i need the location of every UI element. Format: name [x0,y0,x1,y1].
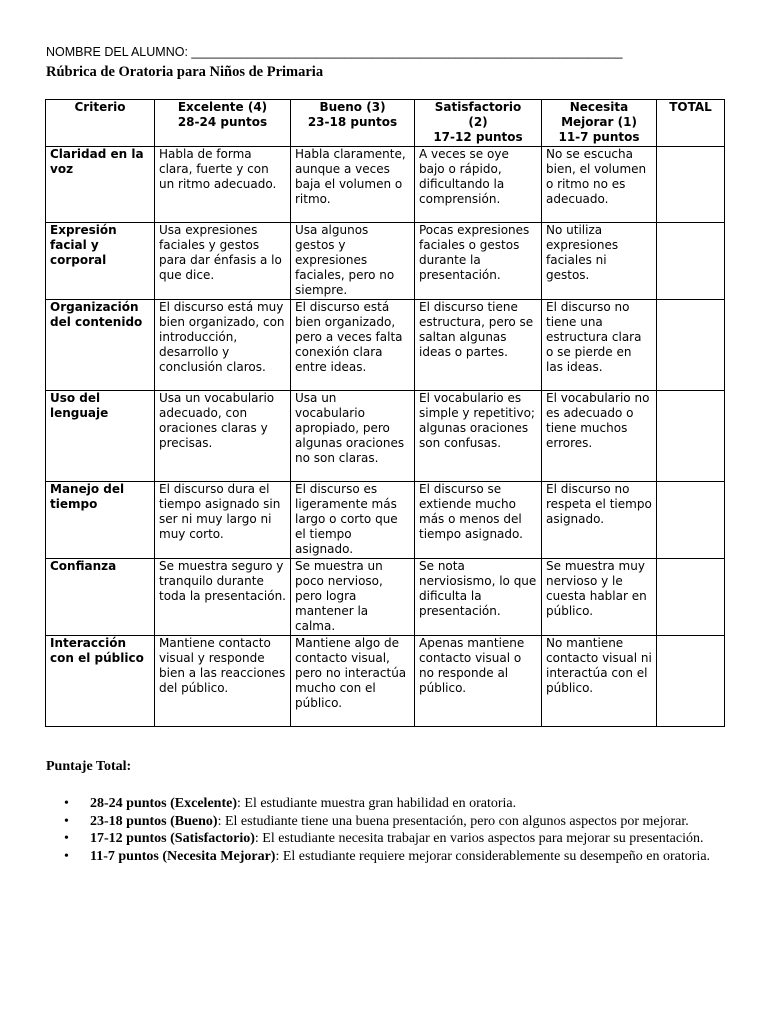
excelente-cell: Usa un vocabulario adecuado, con oraciones claras y precisas. [155,390,291,481]
bueno-cell: Mantiene algo de contacto visual, pero no interactúa mucho con el público. [291,635,415,726]
satisfactorio-cell: Apenas mantiene contacto visual o no responde al público. [415,635,542,726]
bueno-cell: El discurso está bien organizado, pero a veces falta conexión clara entre ideas. [291,299,415,390]
total-cell[interactable] [657,635,725,726]
bullet-icon: • [64,813,69,829]
bullet-icon: • [64,796,69,811]
total-cell[interactable] [657,390,725,481]
criterion-cell: Interacción con el público [46,635,155,726]
table-row [46,390,725,481]
excelente-cell: Usa expresiones faciales y gestos para dar énfasis a lo que dice. [155,222,291,299]
necesita-mejorar-cell: No se escucha bien, el volumen o ritmo no es adecuado. [542,146,657,222]
header-line: 17-12 puntos [433,130,523,145]
necesita-mejorar-cell: Se muestra muy nervioso y le cuesta hablar en público. [542,558,657,635]
header-criterio [46,100,155,147]
header-excelente [155,100,291,147]
bueno-cell: El discurso es ligeramente más largo o corto que el tiempo asignado. [291,481,415,558]
table-row [46,635,725,726]
criterion-cell: Organización del contenido [46,299,155,390]
table-row [46,481,725,558]
header-necesita-mejorar [542,100,657,147]
bullet-icon: • [64,831,69,846]
header-line: Satisfactorio [434,100,522,114]
level-label: 28-24 puntos (Excelente) [90,796,237,811]
bueno-cell: Habla claramente, aunque a veces baja el volumen o ritmo. [291,146,415,222]
satisfactorio-cell: Se nota nerviosismo, lo que dificulta la presentación. [415,558,542,635]
header-line: Excelente (4) [177,100,268,114]
necesita-mejorar-cell: No mantiene contacto visual ni interactúa con el público. [542,635,657,726]
header-line: Bueno (3) [319,100,386,114]
excelente-cell: Se muestra seguro y tranquilo durante toda la presentación. [155,558,291,635]
total-cell[interactable] [657,299,725,390]
level-label: 17-12 puntos (Satisfactorio) [90,831,255,846]
level-label: 11-7 puntos (Necesita Mejorar) [90,848,276,864]
list-item [64,848,750,866]
level-description: : El estudiante tiene una buena presentación, pero con algunos aspectos por mejorar. [217,813,689,829]
satisfactorio-cell: A veces se oye bajo o rápido, dificultando la comprensión. [415,146,542,222]
level-description: : El estudiante necesita trabajar en varios aspectos para mejorar su presentación. [254,831,704,846]
header-total [657,100,725,147]
satisfactorio-cell: Pocas expresiones faciales o gestos durante la presentación. [415,222,542,299]
total-score-heading: Puntaje Total: [46,759,132,774]
header-line: 11-7 puntos [558,130,640,145]
header-line: Criterio [74,100,126,114]
table-row [46,146,725,222]
necesita-mejorar-cell: El vocabulario no es adecuado o tiene muchos errores. [542,390,657,481]
table-row [46,299,725,390]
bullet-icon: • [64,848,69,864]
excelente-cell: El discurso dura el tiempo asignado sin ser ni muy largo ni muy corto. [155,481,291,558]
header-satisfactorio [415,100,542,147]
satisfactorio-cell: El discurso tiene estructura, pero se saltan algunas ideas o partes. [415,299,542,390]
total-cell[interactable] [657,558,725,635]
necesita-mejorar-cell: El discurso no respeta el tiempo asignado. [542,481,657,558]
bueno-cell: Se muestra un poco nervioso, pero logra mantener la calma. [291,558,415,635]
list-item [64,795,750,813]
table-row [46,558,725,635]
satisfactorio-cell: El discurso se extiende mucho más o menos del tiempo asignado. [415,481,542,558]
bueno-cell: Usa algunos gestos y expresiones faciales, pero no siempre. [291,222,415,299]
header-line: Mejorar (1) [561,115,637,130]
header-line: (2) [468,115,488,130]
total-cell[interactable] [657,222,725,299]
excelente-cell: Mantiene contacto visual y responde bien a las reacciones del público. [155,635,291,726]
list-item [64,813,750,831]
table-row [46,222,725,299]
score-levels-list [46,795,750,865]
bueno-cell: Usa un vocabulario apropiado, pero algunas oraciones no son claras. [291,390,415,481]
document-title: Rúbrica de Oratoria para Niños de Primaria [46,64,324,80]
criterion-cell: Manejo del tiempo [46,481,155,558]
criterion-cell: Confianza [46,558,155,635]
header-line: 28-24 puntos [177,115,268,130]
criterion-cell: Uso del lenguaje [46,390,155,481]
header-line: TOTAL [669,100,712,114]
excelente-cell: El discurso está muy bien organizado, con introducción, desarrollo y conclusión claros. [155,299,291,390]
necesita-mejorar-cell: El discurso no tiene una estructura clara o se pierde en las ideas. [542,299,657,390]
list-item [64,830,750,848]
necesita-mejorar-cell: No utiliza expresiones faciales ni gestos. [542,222,657,299]
excelente-cell: Habla de forma clara, fuerte y con un ritmo adecuado. [155,146,291,222]
rubric-table [45,99,725,727]
total-cell[interactable] [657,146,725,222]
header-line: Necesita [569,100,629,114]
satisfactorio-cell: El vocabulario es simple y repetitivo; algunas oraciones son confusas. [415,390,542,481]
criterion-cell: Expresión facial y corporal [46,222,155,299]
table-header-row [46,100,725,147]
level-description: : El estudiante requiere mejorar considerablemente su desempeño en oratoria. [275,848,711,864]
level-description: : El estudiante muestra gran habilidad en oratoria. [237,796,517,811]
student-name-field: NOMBRE DEL ALUMNO: ______________________________________________________________ [46,45,623,59]
criterion-cell: Claridad en la voz [46,146,155,222]
header-line: 23-18 puntos [307,115,398,130]
total-cell[interactable] [657,481,725,558]
header-bueno [291,100,415,147]
level-label: 23-18 puntos (Bueno) [90,813,218,829]
